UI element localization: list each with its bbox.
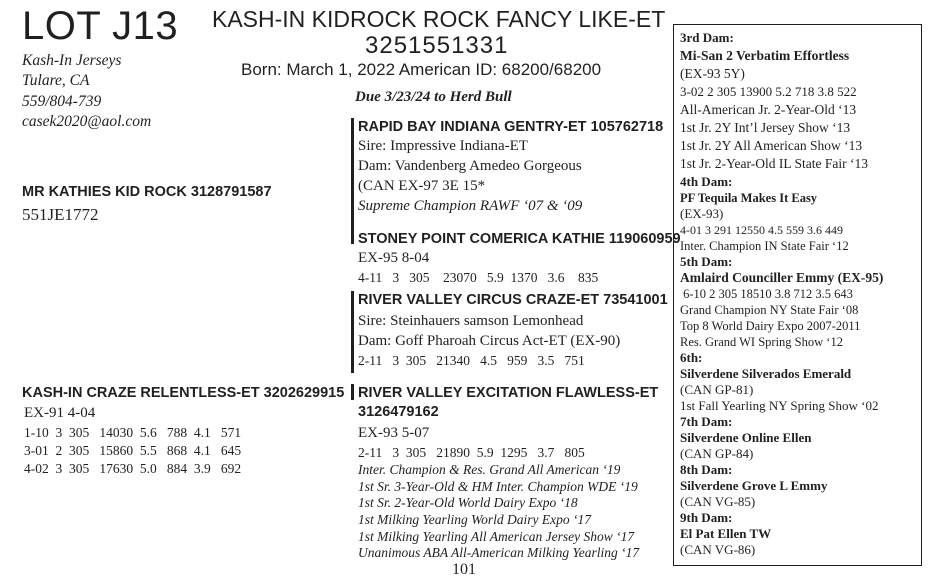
dam-detail: 3-02 2 305 13900 5.2 718 3.8 522 xyxy=(680,84,857,99)
dam-heading: 3rd Dam: xyxy=(680,30,734,45)
dam-heading: 5th Dam: xyxy=(680,254,733,269)
dam-detail: (CAN VG-85) xyxy=(680,494,756,509)
dam-record: 1-10 3 305 14030 5.6 788 4.1 571 xyxy=(24,425,242,440)
dam-detail: (EX-93 5Y) xyxy=(680,66,745,81)
lot-number: LOT J13 xyxy=(22,4,179,48)
sire-name: MR KATHIES KID ROCK 3128791587 xyxy=(22,184,272,200)
dam-detail: 1st Jr. 2Y All American Show ‘13 xyxy=(680,138,863,153)
sire-dam-name: STONEY POINT COMERICA KATHIE 119060959 xyxy=(358,231,681,247)
dam-detail: (CAN GP-84) xyxy=(680,446,754,461)
dam-heading: PF Tequila Makes It Easy xyxy=(680,191,818,205)
sire-code: 551JE1772 xyxy=(22,205,99,224)
due-date: Due 3/23/24 to Herd Bull xyxy=(355,89,512,105)
seller-location: Tulare, CA xyxy=(22,72,90,89)
dam-detail: 1st Jr. 2-Year-Old IL State Fair ‘13 xyxy=(680,156,868,171)
sire-sire-name: RAPID BAY INDIANA GENTRY-ET 105762718 xyxy=(358,119,664,135)
dam-detail: 1st Jr. 2Y Int’l Jersey Show ‘13 xyxy=(680,120,851,135)
dam-record: 3-01 2 305 15860 5.5 868 4.1 645 xyxy=(24,443,242,458)
pedigree-bracket xyxy=(351,230,354,244)
dam-dam-achievement: 1st Sr. 3-Year-Old & HM Inter. Champion WDE ‘19 xyxy=(358,479,638,494)
dam-detail: 1st Fall Yearling NY Spring Show ‘02 xyxy=(680,398,879,413)
dam-name: KASH-IN CRAZE RELENTLESS-ET 3202629915 xyxy=(22,385,345,401)
sire-sire-line: Sire: Impressive Indiana-ET xyxy=(358,138,528,154)
dam-detail: Top 8 World Dairy Expo 2007-2011 xyxy=(680,319,861,333)
pedigree-bracket xyxy=(351,118,354,232)
sire-sire-line: (CAN EX-97 3E 15* xyxy=(358,178,486,194)
dam-heading: El Pat Ellen TW xyxy=(680,526,772,541)
dam-heading: Silverdene Silverados Emerald xyxy=(680,366,852,381)
dam-heading: Silverdene Online Ellen xyxy=(680,430,812,445)
dam-heading: 6th: xyxy=(680,350,703,365)
dam-dam-reg: 3126479162 xyxy=(358,404,439,420)
dam-dam-name: RIVER VALLEY EXCITATION FLAWLESS-ET xyxy=(358,385,659,401)
dam-heading: 8th Dam: xyxy=(680,462,733,477)
sire-dam-record: 4-11 3 305 23070 5.9 1370 3.6 835 xyxy=(358,270,599,285)
dam-detail: 4-01 3 291 12550 4.5 559 3.6 449 xyxy=(680,223,843,237)
dam-detail: (CAN GP-81) xyxy=(680,382,754,397)
dam-heading: Silverdene Grove L Emmy xyxy=(680,478,828,493)
pedigree-bracket xyxy=(351,384,354,400)
seller-phone: 559/804-739 xyxy=(22,93,102,110)
dam-dam-classification: EX-93 5-07 xyxy=(358,425,430,441)
dam-detail: Res. Grand WI Spring Show ‘12 xyxy=(680,335,843,349)
page-number: 101 xyxy=(452,561,476,578)
dam-dam-achievement: 1st Milking Yearling World Dairy Expo ‘17 xyxy=(358,512,592,527)
dam-record: 4-02 3 305 17630 5.0 884 3.9 692 xyxy=(24,461,242,476)
dam-heading: 7th Dam: xyxy=(680,414,733,429)
pedigree-bracket xyxy=(351,291,354,373)
dam-heading: Amlaird Counciller Emmy (EX-95) xyxy=(680,270,884,285)
dam-dam-record: 2-11 3 305 21890 5.9 1295 3.7 805 xyxy=(358,445,585,460)
dam-heading: 4th Dam: xyxy=(680,174,733,189)
sire-dam-classification: EX-95 8-04 xyxy=(358,250,430,266)
dam-dam-achievement: 1st Sr. 2-Year-Old World Dairy Expo ‘18 xyxy=(358,495,578,510)
dam-detail: (EX-93) xyxy=(680,206,724,221)
dam-detail: 6-10 2 305 18510 3.8 712 3.5 643 xyxy=(680,287,853,301)
animal-name: KASH-IN KIDROCK ROCK FANCY LIKE-ET xyxy=(212,6,666,32)
dam-sire-record: 2-11 3 305 21340 4.5 959 3.5 751 xyxy=(358,353,585,368)
dam-classification: EX-91 4-04 xyxy=(24,405,96,421)
dam-dam-achievement: Unanimous ABA All-American Milking Yearling ‘17 xyxy=(358,545,640,560)
dam-sire-name: RIVER VALLEY CIRCUS CRAZE-ET 73541001 xyxy=(358,292,668,308)
dam-dam-achievement: Inter. Champion & Res. Grand All American ‘19 xyxy=(358,462,621,477)
registration-number: 3251551331 xyxy=(365,32,509,59)
birth-info: Born: March 1, 2022 American ID: 68200/68200 xyxy=(241,60,602,79)
dam-detail: Inter. Champion IN State Fair ‘12 xyxy=(680,239,849,253)
dam-detail: Grand Champion NY State Fair ‘08 xyxy=(680,303,859,317)
sire-sire-line: Dam: Vandenberg Amedeo Gorgeous xyxy=(358,158,582,174)
seller-name: Kash-In Jerseys xyxy=(22,52,122,69)
dam-heading: 9th Dam: xyxy=(680,510,733,525)
dam-sire-line: Dam: Goff Pharoah Circus Act-ET (EX-90) xyxy=(358,333,621,349)
sire-sire-achievement: Supreme Champion RAWF ‘07 & ‘09 xyxy=(358,198,583,214)
dam-dam-achievement: 1st Milking Yearling All American Jersey Show ‘17 xyxy=(358,529,635,544)
dam-detail: All-American Jr. 2-Year-Old ‘13 xyxy=(680,102,857,117)
seller-email: casek2020@aol.com xyxy=(22,113,152,130)
dam-sire-line: Sire: Steinhauers samson Lemonhead xyxy=(358,313,584,329)
dam-heading: Mi-San 2 Verbatim Effortless xyxy=(680,48,850,63)
dam-detail: (CAN VG-86) xyxy=(680,542,756,557)
